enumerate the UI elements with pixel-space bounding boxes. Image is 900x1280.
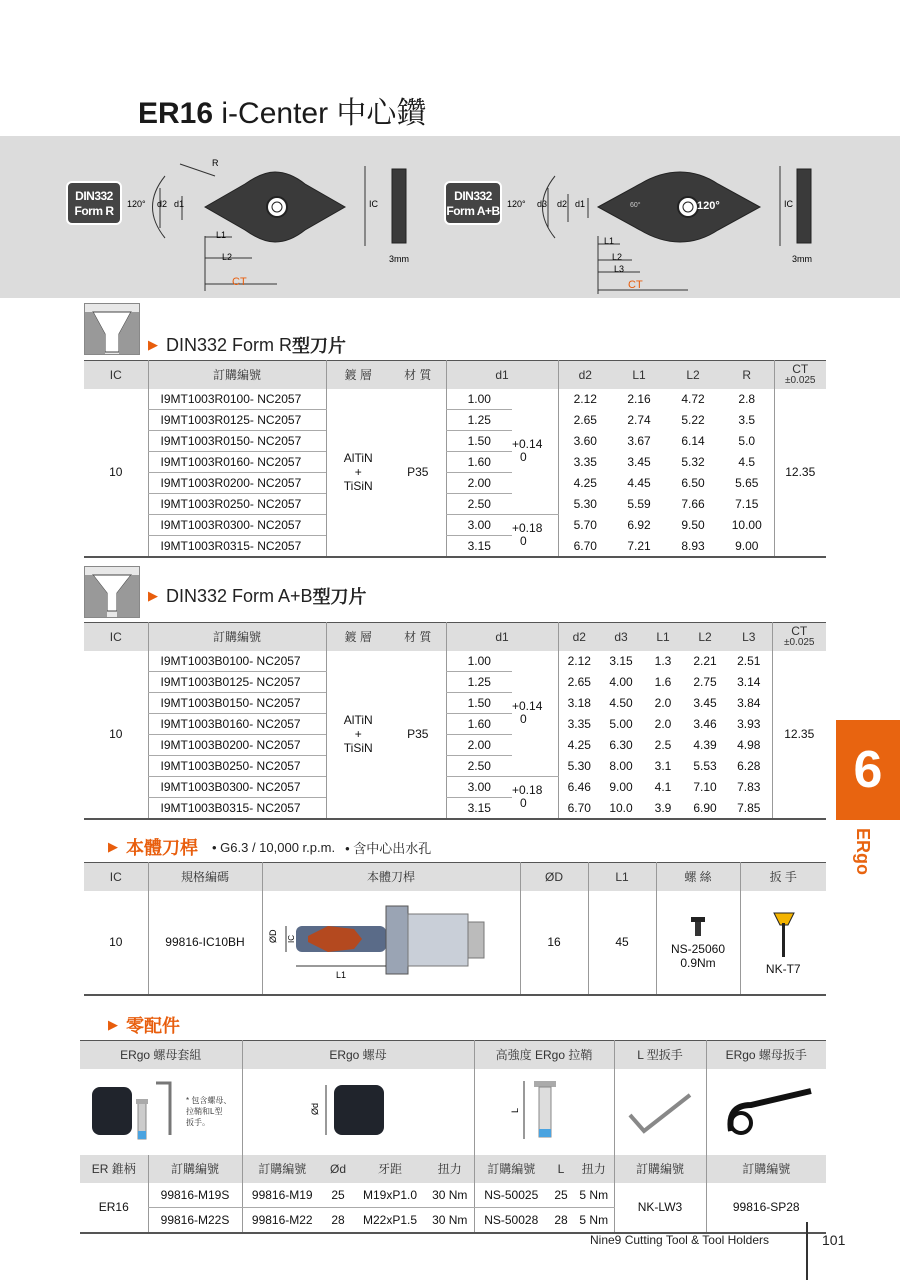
svg-text:L2: L2 (612, 252, 623, 262)
table-cell: 5 Nm (579, 1212, 609, 1227)
table-cell: 2.51 (737, 654, 761, 668)
table-cell: 4.00 (609, 675, 633, 689)
table-cell: 3.45 (627, 455, 651, 469)
column-header: 訂購編號 (474, 1155, 548, 1183)
svg-text:d2: d2 (557, 199, 568, 209)
svg-text:L: L (510, 1107, 520, 1113)
table-cell: 2.12 (558, 389, 612, 410)
column-header: 本體刀桿 (262, 863, 520, 891)
table-cell: 10 (109, 727, 123, 741)
column-header: 扭力 (574, 1155, 614, 1183)
table-cell: 2.50 (446, 494, 512, 515)
table-cell: 5 Nm (574, 1183, 614, 1208)
column-header: 訂購編號 (706, 1155, 826, 1183)
table-cell: I9MT1003R0250- NC2057 (148, 494, 326, 515)
column-header: 螺 絲 (656, 863, 740, 891)
column-header: 扳 手 (740, 863, 826, 891)
table-cell: I9MT1003B0125- NC2057 (148, 672, 326, 693)
table-cell: NS-25060 0.9Nm (656, 891, 740, 995)
table-cell: 6.92 (627, 518, 651, 532)
column-header: L2 (684, 623, 726, 651)
table-cell: 2.0 (654, 717, 672, 731)
table-cell: 6.14 (681, 434, 705, 448)
column-header: 訂購編號 (148, 1155, 242, 1183)
table-cell: 3.5 (738, 413, 756, 427)
holder-drawing (266, 896, 516, 986)
table-cell: 6.90 (693, 800, 717, 815)
table-cell: 6.50 (681, 476, 705, 490)
footer-text: Nine9 Cutting Tool & Tool Holders (590, 1233, 769, 1247)
svg-text:ØD: ØD (268, 929, 278, 943)
table-cell: 99816-SP28 (706, 1183, 826, 1233)
table-cell: NK-LW3 (614, 1183, 706, 1233)
l-wrench-image (620, 1075, 700, 1145)
table-cell: AlTiN + TiSiN (326, 651, 390, 819)
table-cell: 6.70 (558, 536, 612, 557)
table-cell: 1.50 (446, 693, 512, 714)
table-cell: 2.65 (558, 672, 600, 693)
table-row (84, 431, 826, 452)
table-cell: 2.50 (446, 756, 512, 777)
form-ab-badge: DIN332 Form A+B (444, 181, 502, 225)
column-header: CT ±0.025 (774, 361, 826, 389)
table-cell: M19xP1.0 (354, 1183, 426, 1208)
holder-drawing-cell (262, 891, 520, 995)
column-header: L1 (642, 623, 684, 651)
column-header: d3 (600, 623, 642, 651)
table-cell: I9MT1003B0150- NC2057 (148, 693, 326, 714)
pull-pin-image (494, 1075, 594, 1145)
table-cell: 5.30 (558, 494, 612, 515)
table-cell: 2.0 (654, 696, 672, 710)
table-cell: 28 (331, 1212, 345, 1227)
table-cell: 2.00 (446, 473, 512, 494)
table-cell: 99816-M22S (148, 1208, 242, 1233)
table-cell: 3.84 (737, 696, 761, 710)
column-header: ERgo 螺母套組 (80, 1041, 242, 1069)
table-cell: 30 Nm (432, 1212, 468, 1227)
svg-text:d1: d1 (174, 199, 185, 209)
svg-text:L1: L1 (336, 969, 347, 980)
table-cell: 28 (554, 1212, 568, 1227)
table-row (84, 756, 826, 777)
section-accessories-title: ▶ 零配件 (108, 1016, 180, 1036)
nut-wrench-image (711, 1075, 821, 1145)
svg-text:IC: IC (784, 199, 793, 209)
svg-text:Ød: Ød (310, 1102, 320, 1115)
table-cell: 4.39 (693, 738, 717, 752)
table-cell: 8.93 (681, 538, 705, 553)
table-cell: 3.15 (446, 536, 512, 557)
table-cell: 5.30 (558, 756, 600, 777)
table-row (84, 714, 826, 735)
svg-text:d2: d2 (157, 199, 168, 209)
table-cell: 4.45 (627, 476, 651, 490)
table-cell: I9MT1003R0150- NC2057 (148, 431, 326, 452)
table-cell: I9MT1003R0300- NC2057 (148, 515, 326, 536)
table-cell: 5.53 (693, 759, 717, 773)
table-cell (706, 1069, 826, 1155)
table-cell: 4.72 (681, 392, 705, 406)
table-cell: 4.5 (738, 455, 756, 469)
table-cell: I9MT1003B0315- NC2057 (148, 798, 326, 819)
table-cell: 3.15 (609, 654, 633, 668)
torx-wrench-icon (768, 909, 798, 959)
column-header: d2 (558, 623, 600, 651)
form-r-badge: DIN332 Form R (66, 181, 122, 225)
table-cell: 3.60 (558, 431, 612, 452)
table-cell: 3.46 (693, 717, 717, 731)
section-form-r-title: ▶ DIN332 Form R 型刀片 (148, 334, 347, 356)
table-row (84, 473, 826, 494)
table-row (84, 735, 826, 756)
table-row (84, 777, 826, 798)
table-cell: 2.5 (654, 738, 672, 752)
column-header: L1 (588, 863, 656, 891)
svg-text:L3: L3 (614, 264, 625, 274)
table-cell: 99816-M22 (242, 1208, 322, 1233)
table-cell: 3.00 (446, 777, 512, 798)
table-cell: 2.16 (627, 392, 651, 406)
table-row (84, 410, 826, 431)
column-header: 訂購編號 (148, 361, 326, 389)
table-cell: 3.1 (654, 759, 672, 773)
table-cell: I9MT1003B0200- NC2057 (148, 735, 326, 756)
table-cell: 2.21 (693, 654, 717, 668)
table-row (84, 798, 826, 819)
table-cell: 5.65 (735, 476, 759, 490)
column-header: IC (84, 863, 148, 891)
svg-text:3mm: 3mm (792, 254, 812, 264)
table-cell: 2.12 (558, 651, 600, 672)
table-cell: 2.65 (558, 410, 612, 431)
table-row (84, 515, 826, 536)
table-cell: 9.00 (609, 780, 633, 794)
column-header: 鍍 層 (326, 361, 390, 389)
table-cell: +0.18 0 (512, 521, 543, 549)
table-cell: I9MT1003B0300- NC2057 (148, 777, 326, 798)
table-cell (242, 1069, 474, 1155)
table-cell: 5.70 (558, 515, 612, 536)
page-number: 101 (822, 1232, 846, 1248)
form-r-insert-drawing (127, 158, 409, 291)
accessories-table (80, 1040, 826, 1234)
table-cell: 1.25 (446, 672, 512, 693)
table-cell: I9MT1003B0250- NC2057 (148, 756, 326, 777)
svg-text:CT: CT (232, 276, 247, 288)
column-header: L3 (726, 623, 772, 651)
nut-kit-image (90, 1077, 180, 1147)
table-cell: 3.14 (737, 675, 761, 689)
table-cell: 3.67 (627, 434, 651, 448)
table-row (84, 536, 826, 557)
column-header: 牙距 (354, 1155, 426, 1183)
table-cell: 4.25 (558, 735, 600, 756)
form-ab-table (84, 622, 826, 820)
table-cell: 1.25 (446, 410, 512, 431)
table-cell: 99816-M19S (148, 1183, 242, 1208)
table-cell: P35 (407, 727, 429, 741)
table-cell: 2.00 (446, 735, 512, 756)
column-header: L1 (612, 361, 666, 389)
svg-text:IC: IC (287, 934, 296, 943)
table-cell: 25 (322, 1183, 354, 1208)
column-header: CT ±0.025 (772, 623, 826, 651)
column-header: ERgo 螺母 (242, 1041, 474, 1069)
svg-text:120°: 120° (507, 199, 526, 209)
table-cell: 4.98 (737, 738, 761, 752)
table-cell: 99816-IC10BH (148, 891, 262, 995)
column-header: ØD (520, 863, 588, 891)
table-cell: 12.35 (774, 389, 826, 557)
table-cell: 9.00 (735, 538, 759, 553)
column-header: 訂購編號 (148, 623, 326, 651)
table-cell: 7.83 (737, 780, 761, 794)
column-header: R (720, 361, 774, 389)
column-header: ERgo 螺母扳手 (706, 1041, 826, 1069)
table-row (84, 651, 826, 672)
svg-text:60°: 60° (630, 202, 641, 209)
table-cell: ER16 (80, 1183, 148, 1233)
table-cell: 3.00 (446, 515, 512, 536)
table-cell: +0.18 0 (512, 783, 543, 811)
table-cell: 6.46 (558, 777, 600, 798)
table-cell: 1.50 (446, 431, 512, 452)
table-cell: I9MT1003B0160- NC2057 (148, 714, 326, 735)
table-row (84, 693, 826, 714)
table-cell: +0.14 0 (512, 651, 558, 777)
column-header: 高強度 ERgo 拉鞘 (474, 1041, 614, 1069)
table-cell: 7.85 (737, 800, 761, 815)
table-cell: 16 (520, 891, 588, 995)
table-cell: 3.45 (693, 696, 717, 710)
table-cell: M22xP1.5 (362, 1212, 418, 1227)
table-cell: 3.18 (558, 693, 600, 714)
table-cell: 10 (109, 465, 123, 479)
column-header: 規格編碼 (148, 863, 262, 891)
svg-text:3mm: 3mm (389, 254, 409, 264)
table-cell: 10.00 (731, 518, 762, 532)
table-cell: 3.15 (446, 798, 512, 819)
table-cell: 12.35 (772, 651, 826, 819)
svg-text:IC: IC (369, 199, 378, 209)
column-header: 材 質 (390, 361, 446, 389)
table-cell: 5.0 (738, 434, 756, 448)
column-header: ER 錐柄 (80, 1155, 148, 1183)
svg-text:L2: L2 (222, 252, 233, 262)
chapter-label: ERgo (853, 828, 873, 875)
table-row (84, 452, 826, 473)
table-cell: AlTiN + TiSiN (326, 389, 390, 557)
table-cell (474, 1069, 614, 1155)
table-cell: 45 (588, 891, 656, 995)
svg-text:d3: d3 (537, 199, 548, 209)
table-cell: NS-50025 (474, 1183, 548, 1208)
footer-divider (806, 1222, 808, 1280)
chapter-tab: 6 (836, 720, 900, 820)
table-cell: 9.50 (681, 518, 705, 532)
form-r-hole-icon (84, 303, 140, 355)
column-header: L (548, 1155, 574, 1183)
svg-text:120°: 120° (697, 200, 720, 212)
table-cell: 25 (548, 1183, 574, 1208)
table-cell: 1.60 (446, 452, 512, 473)
column-header: IC (84, 623, 148, 651)
table-cell: 2.75 (693, 675, 717, 689)
svg-text:L1: L1 (216, 230, 227, 240)
section-holder-title: ▶ 本體刀桿 • G6.3 / 10,000 r.p.m. • 含中心出水孔 (108, 838, 432, 858)
table-cell: P35 (407, 465, 429, 479)
screw-icon (683, 915, 713, 939)
table-cell: 7.21 (627, 538, 651, 553)
column-header: d1 (446, 361, 558, 389)
column-header: 扭力 (426, 1155, 474, 1183)
svg-text:d1: d1 (575, 199, 586, 209)
nut-image (288, 1075, 428, 1145)
table-cell: I9MT1003R0315- NC2057 (148, 536, 326, 557)
table-cell: 4.25 (558, 473, 612, 494)
table-cell: I9MT1003R0100- NC2057 (148, 389, 326, 410)
table-cell: 7.10 (693, 780, 717, 794)
table-cell: 10.0 (609, 800, 633, 815)
column-header: IC (84, 361, 148, 389)
column-header: L2 (666, 361, 720, 389)
table-cell: 5.59 (627, 497, 651, 511)
column-header: d2 (558, 361, 612, 389)
table-cell: 5.22 (681, 413, 705, 427)
label-r: R (212, 158, 219, 168)
column-header: 訂購編號 (614, 1155, 706, 1183)
column-header: 鍍 層 (326, 623, 390, 651)
table-cell: 3.9 (654, 800, 672, 815)
table-cell: I9MT1003R0125- NC2057 (148, 410, 326, 431)
table-cell: 3.35 (558, 452, 612, 473)
svg-text:L1: L1 (604, 236, 615, 246)
form-r-table (84, 360, 826, 558)
svg-text:120°: 120° (127, 199, 146, 209)
column-header: 訂購編號 (242, 1155, 322, 1183)
table-cell: 8.00 (609, 759, 633, 773)
table-cell: I9MT1003B0100- NC2057 (148, 651, 326, 672)
table-cell: 6.28 (737, 759, 761, 773)
insert-diagram-band (0, 136, 900, 298)
table-cell: NK-T7 (740, 891, 826, 995)
table-cell: 2.74 (627, 413, 651, 427)
table-cell: 2.8 (738, 392, 756, 406)
table-cell: 7.15 (735, 497, 759, 511)
table-cell: 1.3 (654, 654, 672, 668)
table-cell: I9MT1003R0160- NC2057 (148, 452, 326, 473)
holder-table (84, 862, 826, 996)
table-cell: * 包含螺母、 拉鞘和L型 扳手。 (80, 1069, 242, 1155)
column-header: 材 質 (390, 623, 446, 651)
table-cell: NS-50028 (474, 1208, 548, 1233)
table-row (84, 672, 826, 693)
table-cell: 7.66 (681, 497, 705, 511)
column-header: Ød (322, 1155, 354, 1183)
table-cell: 1.6 (654, 675, 672, 689)
table-cell: +0.14 0 (512, 389, 558, 515)
table-cell: 3.35 (558, 714, 600, 735)
table-cell: 5.32 (681, 455, 705, 469)
table-cell: 4.50 (609, 696, 633, 710)
table-cell: I9MT1003R0200- NC2057 (148, 473, 326, 494)
table-cell: 3.93 (737, 717, 761, 731)
form-ab-insert-drawing (507, 166, 812, 294)
table-cell: 6.30 (609, 738, 633, 752)
table-cell: 30 Nm (426, 1183, 474, 1208)
table-cell: 1.60 (446, 714, 512, 735)
table-cell: 1.00 (446, 389, 512, 410)
svg-text:CT: CT (628, 279, 643, 291)
table-row (84, 389, 826, 410)
table-cell: 1.00 (446, 651, 512, 672)
table-cell (614, 1069, 706, 1155)
table-row (84, 494, 826, 515)
insert-drawings (0, 136, 900, 298)
column-header: d1 (446, 623, 558, 651)
table-cell: 6.70 (558, 798, 600, 819)
table-cell: 10 (109, 935, 123, 949)
table-cell: 4.1 (654, 780, 672, 794)
form-ab-hole-icon (84, 566, 140, 618)
page-title: ER16 i-Center 中心鑽 (138, 97, 427, 130)
table-cell: 99816-M19 (242, 1183, 322, 1208)
column-header: L 型扳手 (614, 1041, 706, 1069)
section-form-ab-title: ▶ DIN332 Form A+B 型刀片 (148, 585, 367, 607)
table-cell: 5.00 (609, 717, 633, 731)
